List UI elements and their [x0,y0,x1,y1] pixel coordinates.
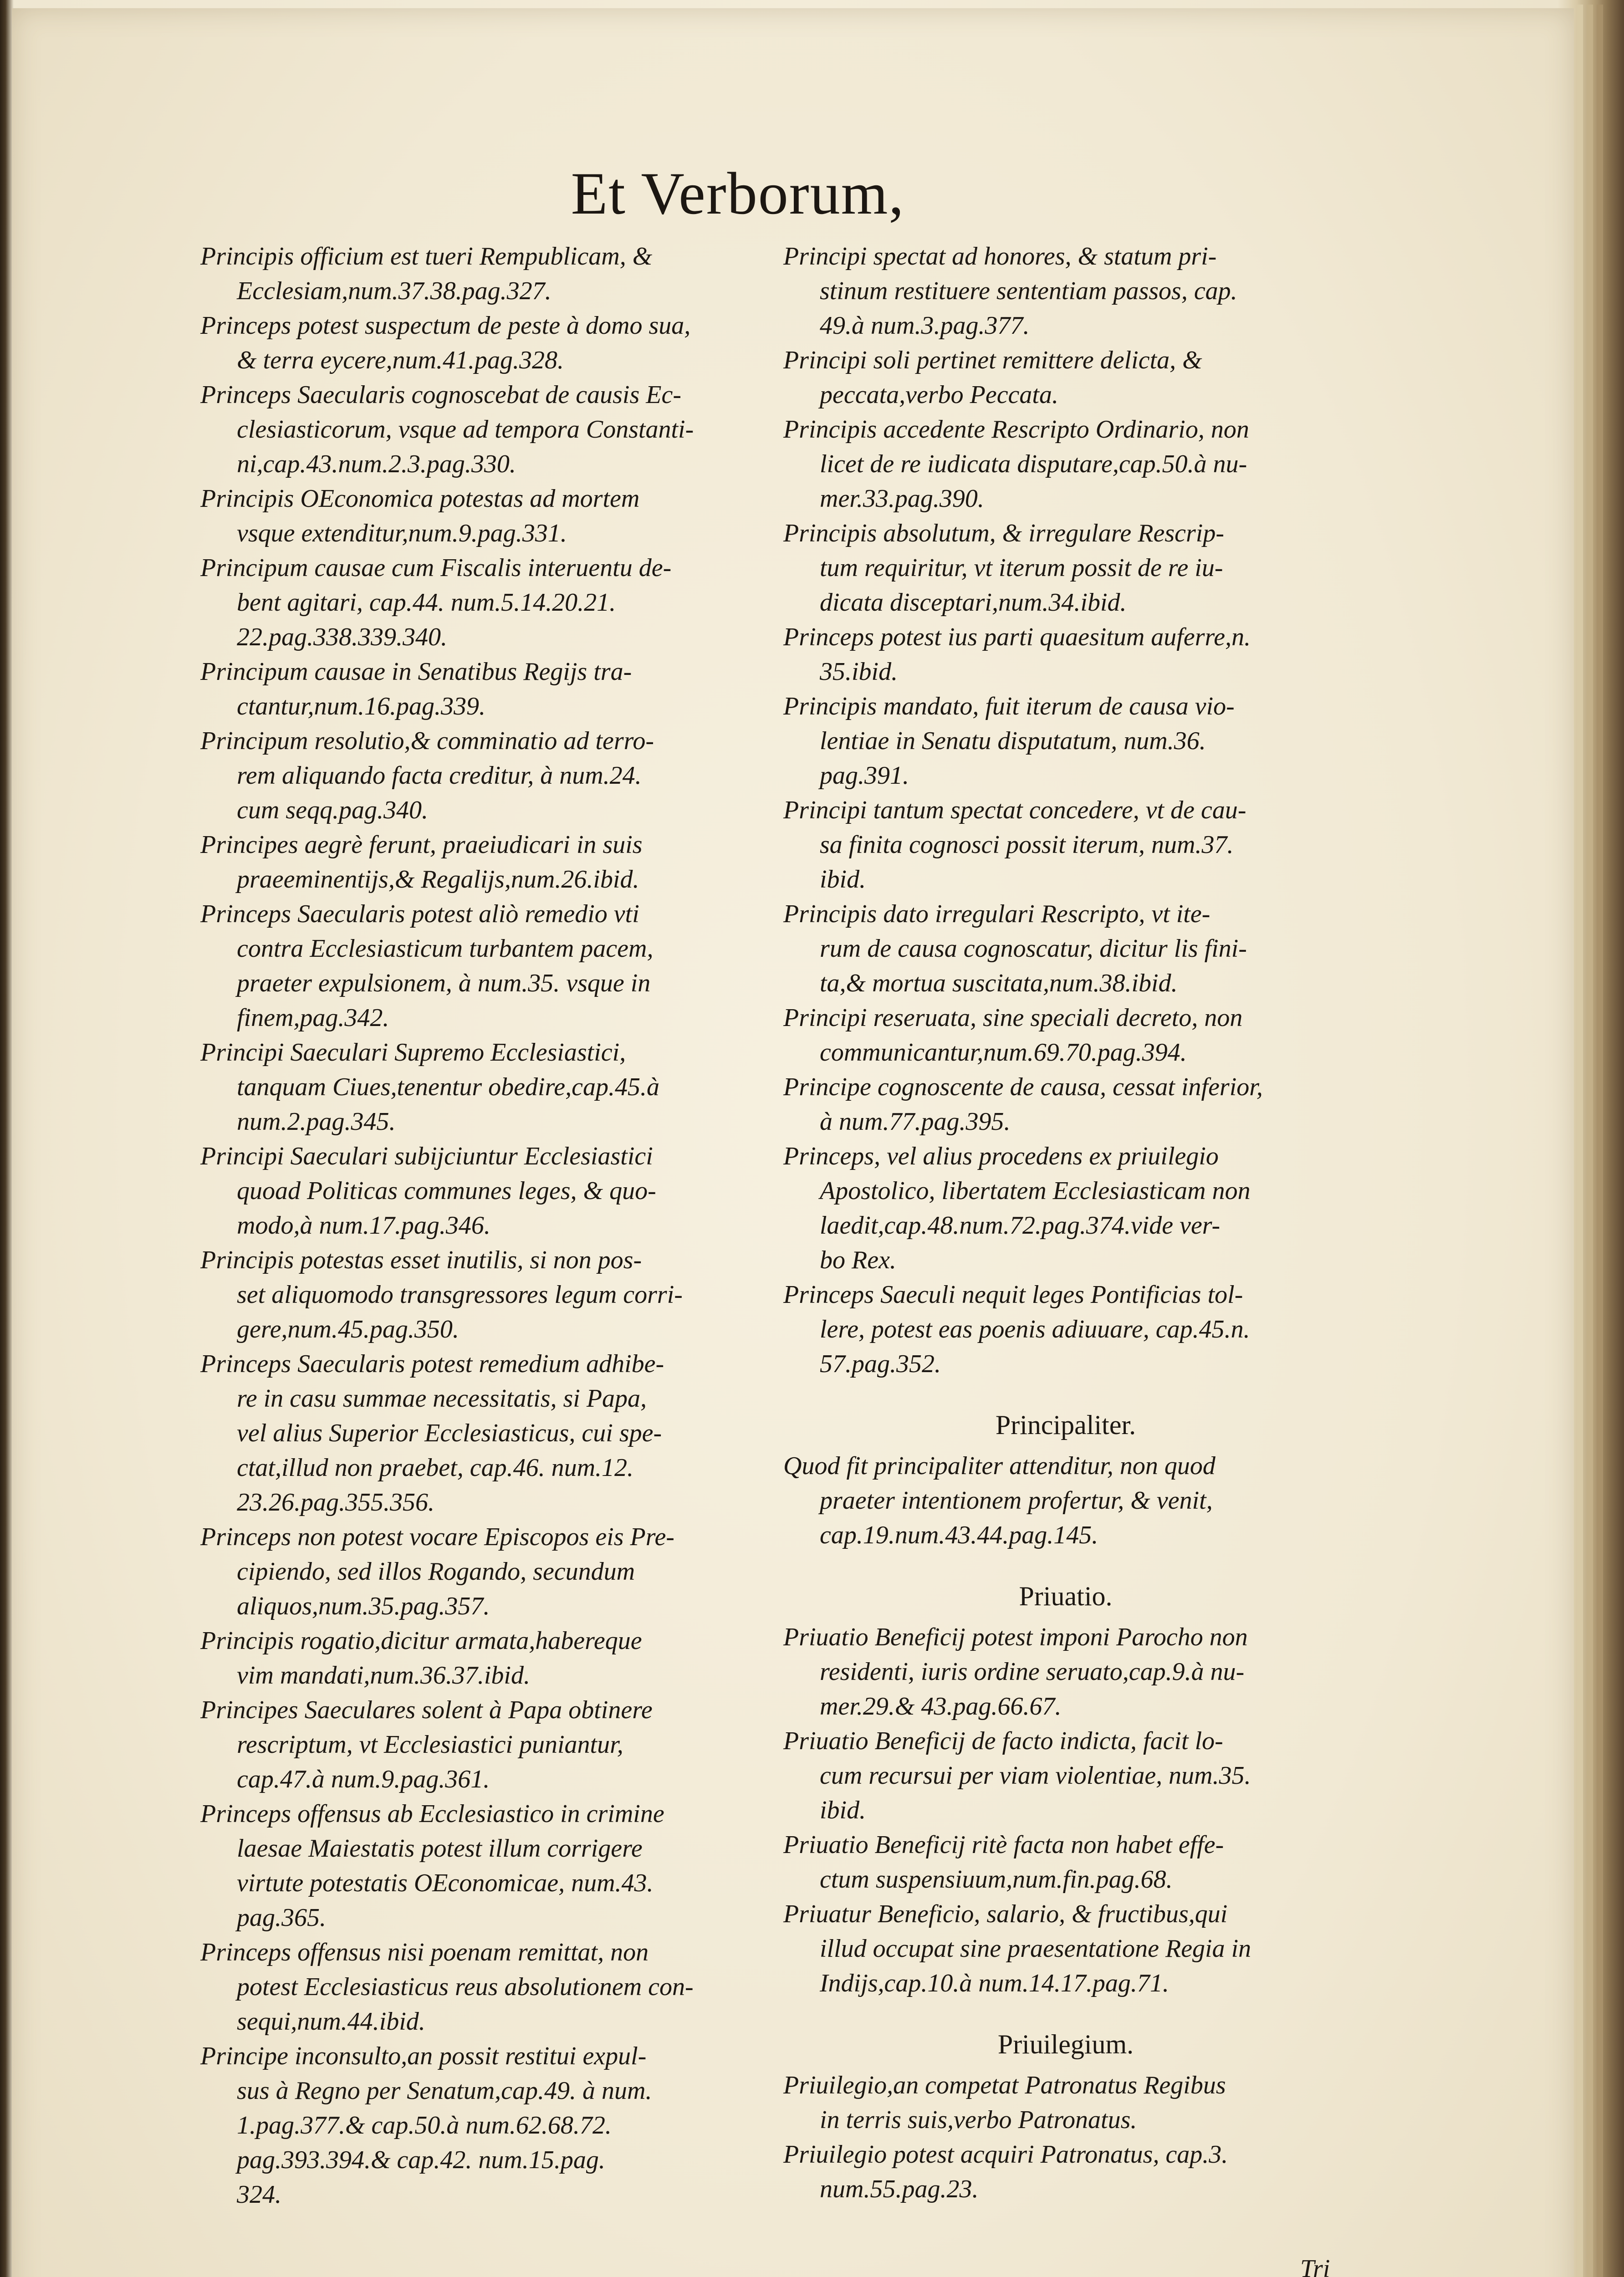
index-entry: Principis potestas esset inutilis, si non pos- set aliquomodo transgressores legum corri- gere,num.45.pag.350. [200,1246,683,1343]
index-entry: Principum resolutio,& comminatio ad terro- rem aliquando facta creditur, à num.24. cum seqq.pag.340. [200,727,654,824]
index-entry: Principi soli pertinet remittere delicta, & peccata,verbo Peccata. [783,346,1202,409]
index-entry: Priuilegio potest acquiri Patronatus, cap.3. num.55.pag.23. [783,2140,1228,2203]
index-entry: Principis mandato, fuit iterum de causa vio- lentiae in Senatu disputatum, num.36. pag.391. [783,692,1235,790]
running-head: Et Verborum, [571,160,905,227]
index-entry: Principum causae in Senatibus Regijs tra- ctantur,num.16.pag.339. [200,658,632,720]
index-entry: Principi reseruata, sine speciali decreto, non communicantur,num.69.70.pag.394. [783,1004,1243,1067]
index-entry: Quod fit principaliter attenditur, non quod praeter intentionem profertur, & venit, cap.19.num.43.44.pag.145. [783,1452,1215,1549]
index-entry: Princeps Saecularis potest aliò remedio vti contra Ecclesiasticum turbantem pacem, praeter expulsionem, à num.35. vsque in finem,pag.342. [200,900,654,1032]
page-edge [1597,5,1603,2277]
index-entry: Principes aegrè ferunt, praeiudicari in suis praeeminentijs,& Regalijs,num.26.ibid. [200,831,643,893]
index-entry: Princeps potest suspectum de peste à domo sua, & terra eycere,num.41.pag.328. [200,311,691,374]
index-entry: Princeps, vel alius procedens ex priuilegio Apostolico, libertatem Ecclesiasticam non laedit,cap.48.num.72.pag.374.vide ver- bo Rex. [783,1142,1251,1274]
index-entry: Princeps non potest vocare Episcopos eis Pre- cipiendo, sed illos Rogando, secundum aliquos,num.35.pag.357. [200,1523,674,1620]
index-entry: Princeps offensus nisi poenam remittat, non potest Ecclesiasticus reus absolutionem con- sequi,num.44.ibid. [200,1938,694,2036]
index-entry: Priuilegio,an competat Patronatus Regibus in terris suis,verbo Patronatus. [783,2071,1226,2134]
index-column-left [200,239,761,2212]
index-entry: Principis accedente Rescripto Ordinario, non licet de re iudicata disputare,cap.50.à nu- mer.33.pag.390. [783,415,1249,513]
page-edge [1577,5,1583,2277]
index-entry: Priuatur Beneficio, salario, & fructibus,qui illud occupat sine praesentatione Regia in Indijs,cap.10.à num.14.17.pag.71. [783,1900,1251,1997]
index-entry: Priuatio Beneficij potest imponi Parocho non residenti, iuris ordine seruato,cap.9.à nu- mer.29.& 43.pag.66.67. [783,1623,1248,1721]
index-entry: Princeps Saecularis cognoscebat de causis Ec- clesiasticorum, vsque ad tempora Constanti- ni,cap.43.num.2.3.pag.330. [200,381,694,478]
catchword: Tri [1300,2255,1330,2277]
section-heading-priuilegium: Priuilegium. [997,2029,1134,2059]
index-entry: Principi Saeculari subijciuntur Ecclesiastici quoad Politicas communes leges, & quo- modo,à num.17.pag.346. [200,1142,656,1240]
index-entry: Princeps Saecularis potest remedium adhibe- re in casu summae necessitatis, si Papa, vel alius Superior Ecclesiasticus, cui spe- ctat,illud non praebet, cap.46. num.12. 23.26.pag.355.356. [200,1350,664,1516]
index-entry: Principe cognoscente de causa, cessat inferior, à num.77.pag.395. [783,1073,1263,1136]
index-column-right [783,239,1348,2206]
index-entry: Priuatio Beneficij de facto indicta, facit lo- cum recursui per viam violentiae, num.35. ibid. [783,1727,1251,1824]
index-entry: Principum causae cum Fiscalis interuentu de- bent agitari, cap.44. num.5.14.20.21. 22.pag.338.339.340. [200,554,672,651]
index-entry: Principi tantum spectat concedere, vt de cau- sa finita cognosci possit iterum, num.37. ibid. [783,796,1246,893]
index-entry: Principis officium est tueri Rempublicam, & Ecclesiam,num.37.38.pag.327. [200,242,653,305]
index-entry: Principis OEconomica potestas ad mortem vsque extenditur,num.9.pag.331. [200,485,640,547]
section-heading-principaliter: Principaliter. [995,1410,1136,1440]
index-entry: Principis rogatio,dicitur armata,habereque vim mandati,num.36.37.ibid. [200,1627,642,1690]
index-entry: Principe inconsulto,an possit restitui expul- sus à Regno per Senatum,cap.49. à num. 1.pag.377.& cap.50.à num.62.68.72. pag.393.394.& cap.42. num.15.pag. 324. [200,2042,652,2209]
index-entry: Principis dato irregulari Rescripto, vt ite- rum de causa cognoscatur, dicitur lis fini- ta,& mortua suscitata,num.38.ibid. [783,900,1247,997]
index-entry: Principi spectat ad honores, & statum pri- stinum restituere sententiam passos, cap. 49.à num.3.pag.377. [783,242,1237,340]
index-entry: Princeps potest ius parti quaesitum auferre,n. 35.ibid. [783,623,1251,686]
page-edge [1587,5,1593,2277]
index-entry: Principis absolutum, & irregulare Rescrip- tum requiritur, vt iterum possit de re iu- dicata disceptari,num.34.ibid. [783,519,1224,617]
section-heading-priuatio: Priuatio. [1019,1581,1113,1611]
index-entry: Principes Saeculares solent à Papa obtinere rescriptum, vt Ecclesiastici puniantur, cap.47.à num.9.pag.361. [200,1696,653,1793]
index-entry: Princeps offensus ab Ecclesiastico in crimine laesae Maiestatis potest illum corrigere virtute potestatis OEconomicae, num.43. pag.365. [200,1800,664,1932]
index-entry: Principi Saeculari Supremo Ecclesiastici, tanquam Ciues,tenentur obedire,cap.45.à num.2.pag.345. [200,1038,660,1136]
index-entry: Princeps Saeculi nequit leges Pontificias tol- lere, potest eas poenis adiuuare, cap.45.n. 57.pag.352. [783,1281,1250,1378]
index-entry: Priuatio Beneficij ritè facta non habet effe- ctum suspensiuum,num.fin.pag.68. [783,1831,1224,1894]
